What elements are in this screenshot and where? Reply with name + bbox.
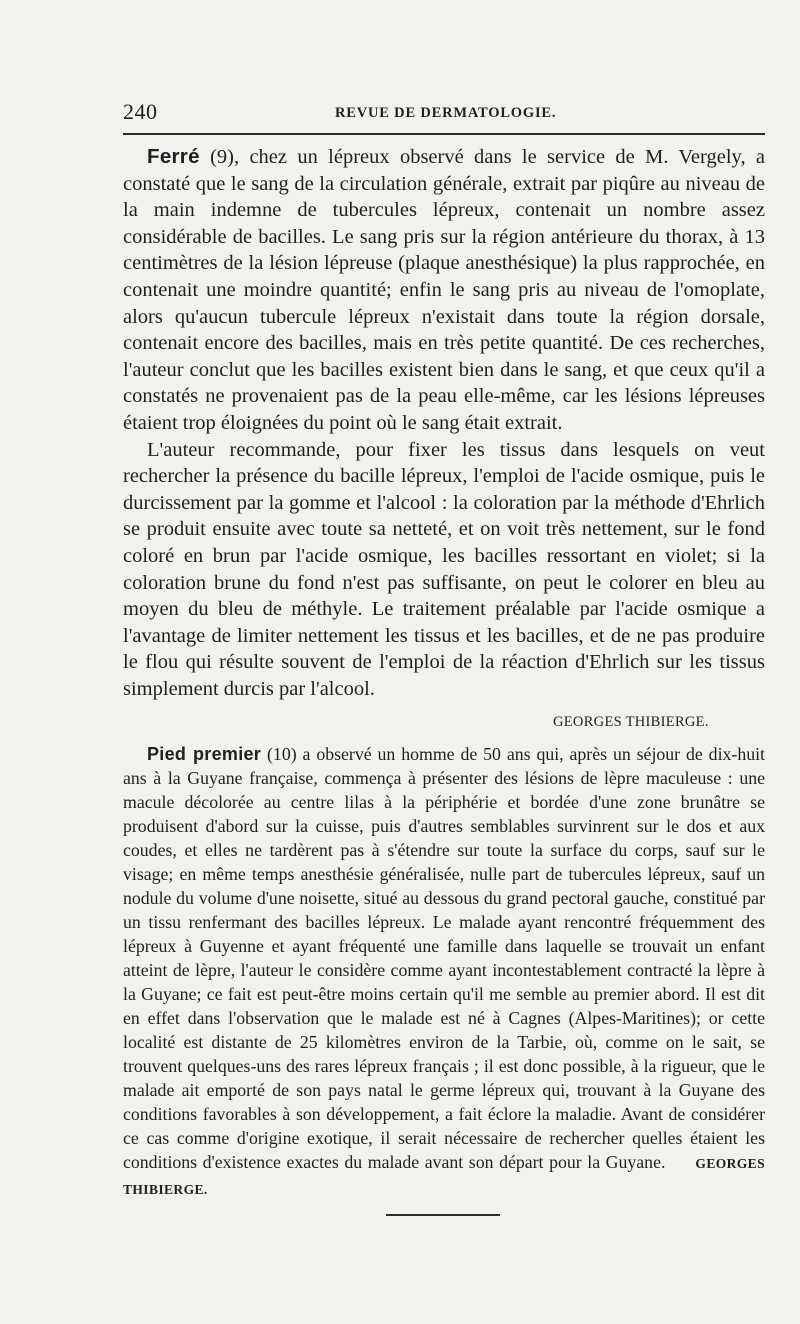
article-ferre-paragraph-1 [123,144,765,437]
header-rule [123,133,765,135]
article-pied-premier [123,742,765,1202]
footer-rule [386,1214,500,1216]
journal-title: REVUE DE DERMATOLOGIE. [335,105,557,121]
article-pied-premier-text: (10) a observé un homme de 50 ans qui, après un séjour de dix-huit ans à la Guyane française, commença à présenter des lésions de lèpre maculeuse : une macule décolorée au centre lilas à la périphérie et bordée d'une zone brunâtre se produisent d'abord sur la cuisse, puis d'autres semblables survinrent sur le dos et aux coudes, et elles ne tardèrent pas à s'étendre sur toute la surface du corps, sauf sur le visage; en même temps anesthésie généralisée, nulle part de tubercules lépreux, sauf un nodule du volume d'une noisette, situé au dessous du grand pectoral gauche, constitué par un tissu renfermant des bacilles lépreux. Le malade ayant rencontré fréquemment des lépreux à Guyenne et ayant fréquenté une famille dans laquelle se trouvait un enfant atteint de lèpre, l'auteur le considère comme ayant incontestablement contracté la lèpre à la Guyane; ce fait est peut-être moins certain qu'il me semble au premier abord. Il est dit en effet dans l'observation que le malade est né à Cagnes (Alpes-Maritines); or cette localité est distante de 25 kilomètres environ de la Tarbie, où, comme on le sait, se trouvent quelques-uns des rares lépreux français ; il est donc possible, à la rigueur, que le malade ait emporté de son pays natal le germe lépreux qui, trouvant à la Guyane des conditions favorables à son développement, a fait éclore la maladie. Avant de considérer ce cas comme d'origine exotique, il serait nécessaire de rechercher quelles étaient les conditions d'existence exactes du malade avant son départ pour la Guyane. [123,744,765,1172]
signature-thibierge-2: GEORGES THIBIERGE. [123,1156,765,1197]
article-pied-premier-paragraph [123,742,765,1202]
article-ferre-paragraph-1-text: (9), chez un lépreux observé dans le service de M. Vergely, a constaté que le sang de la circulation générale, extrait par piqûre au niveau de la main indemne de tubercules lépreux, contenait un nombre assez considérable de bacilles. Le sang pris sur la région antérieure du thorax, à 13 centimètres de la lésion lépreuse (plaque anesthésique) la plus rapprochée, en contenait une moindre quantité; enfin le sang pris au niveau de l'omoplate, alors qu'aucun tubercule lépreux n'existait dans toute la région dorsale, contenait encore des bacilles, mais en très petite quantité. De ces recherches, l'auteur conclut que les bacilles existent bien dans le sang, et que ceux qu'il a constatés ne provenaient pas de la peau elle-même, car les lésions lépreuses étaient trop éloignées du point où le sang était extrait. [123,146,765,434]
article-ferre [123,144,765,702]
running-head [123,100,765,128]
article-ferre-paragraph-2: L'auteur recommande, pour fixer les tissus dans lesquels on veut rechercher la présence du bacille lépreux, l'emploi de l'acide osmique, puis le durcissement par la gomme et l'alcool : la coloration par la méthode d'Ehrlich se produit ensuite avec toute sa netteté, et on voit très nettement, sur le fond coloré en brun par l'acide osmique, les bacilles ressortant en violet; si la coloration brune du fond n'est pas suffisante, on peut le colorer en bleu au moyen du bleu de méthyle. Le traitement préalable par l'acide osmique a l'avantage de limiter nettement les tissus et les bacilles, et de ne pas produire le flou qui résulte souvent de l'emploi de la réaction d'Ehrlich sur les tissus simplement durcis par l'alcool. [123,438,765,700]
author-lead-ferre: Ferré [147,145,200,168]
author-lead-pied-premier: Pied premier [147,744,262,764]
signature-thibierge-1: GEORGES THIBIERGE. [553,714,709,730]
page-number: 240 [123,99,158,124]
